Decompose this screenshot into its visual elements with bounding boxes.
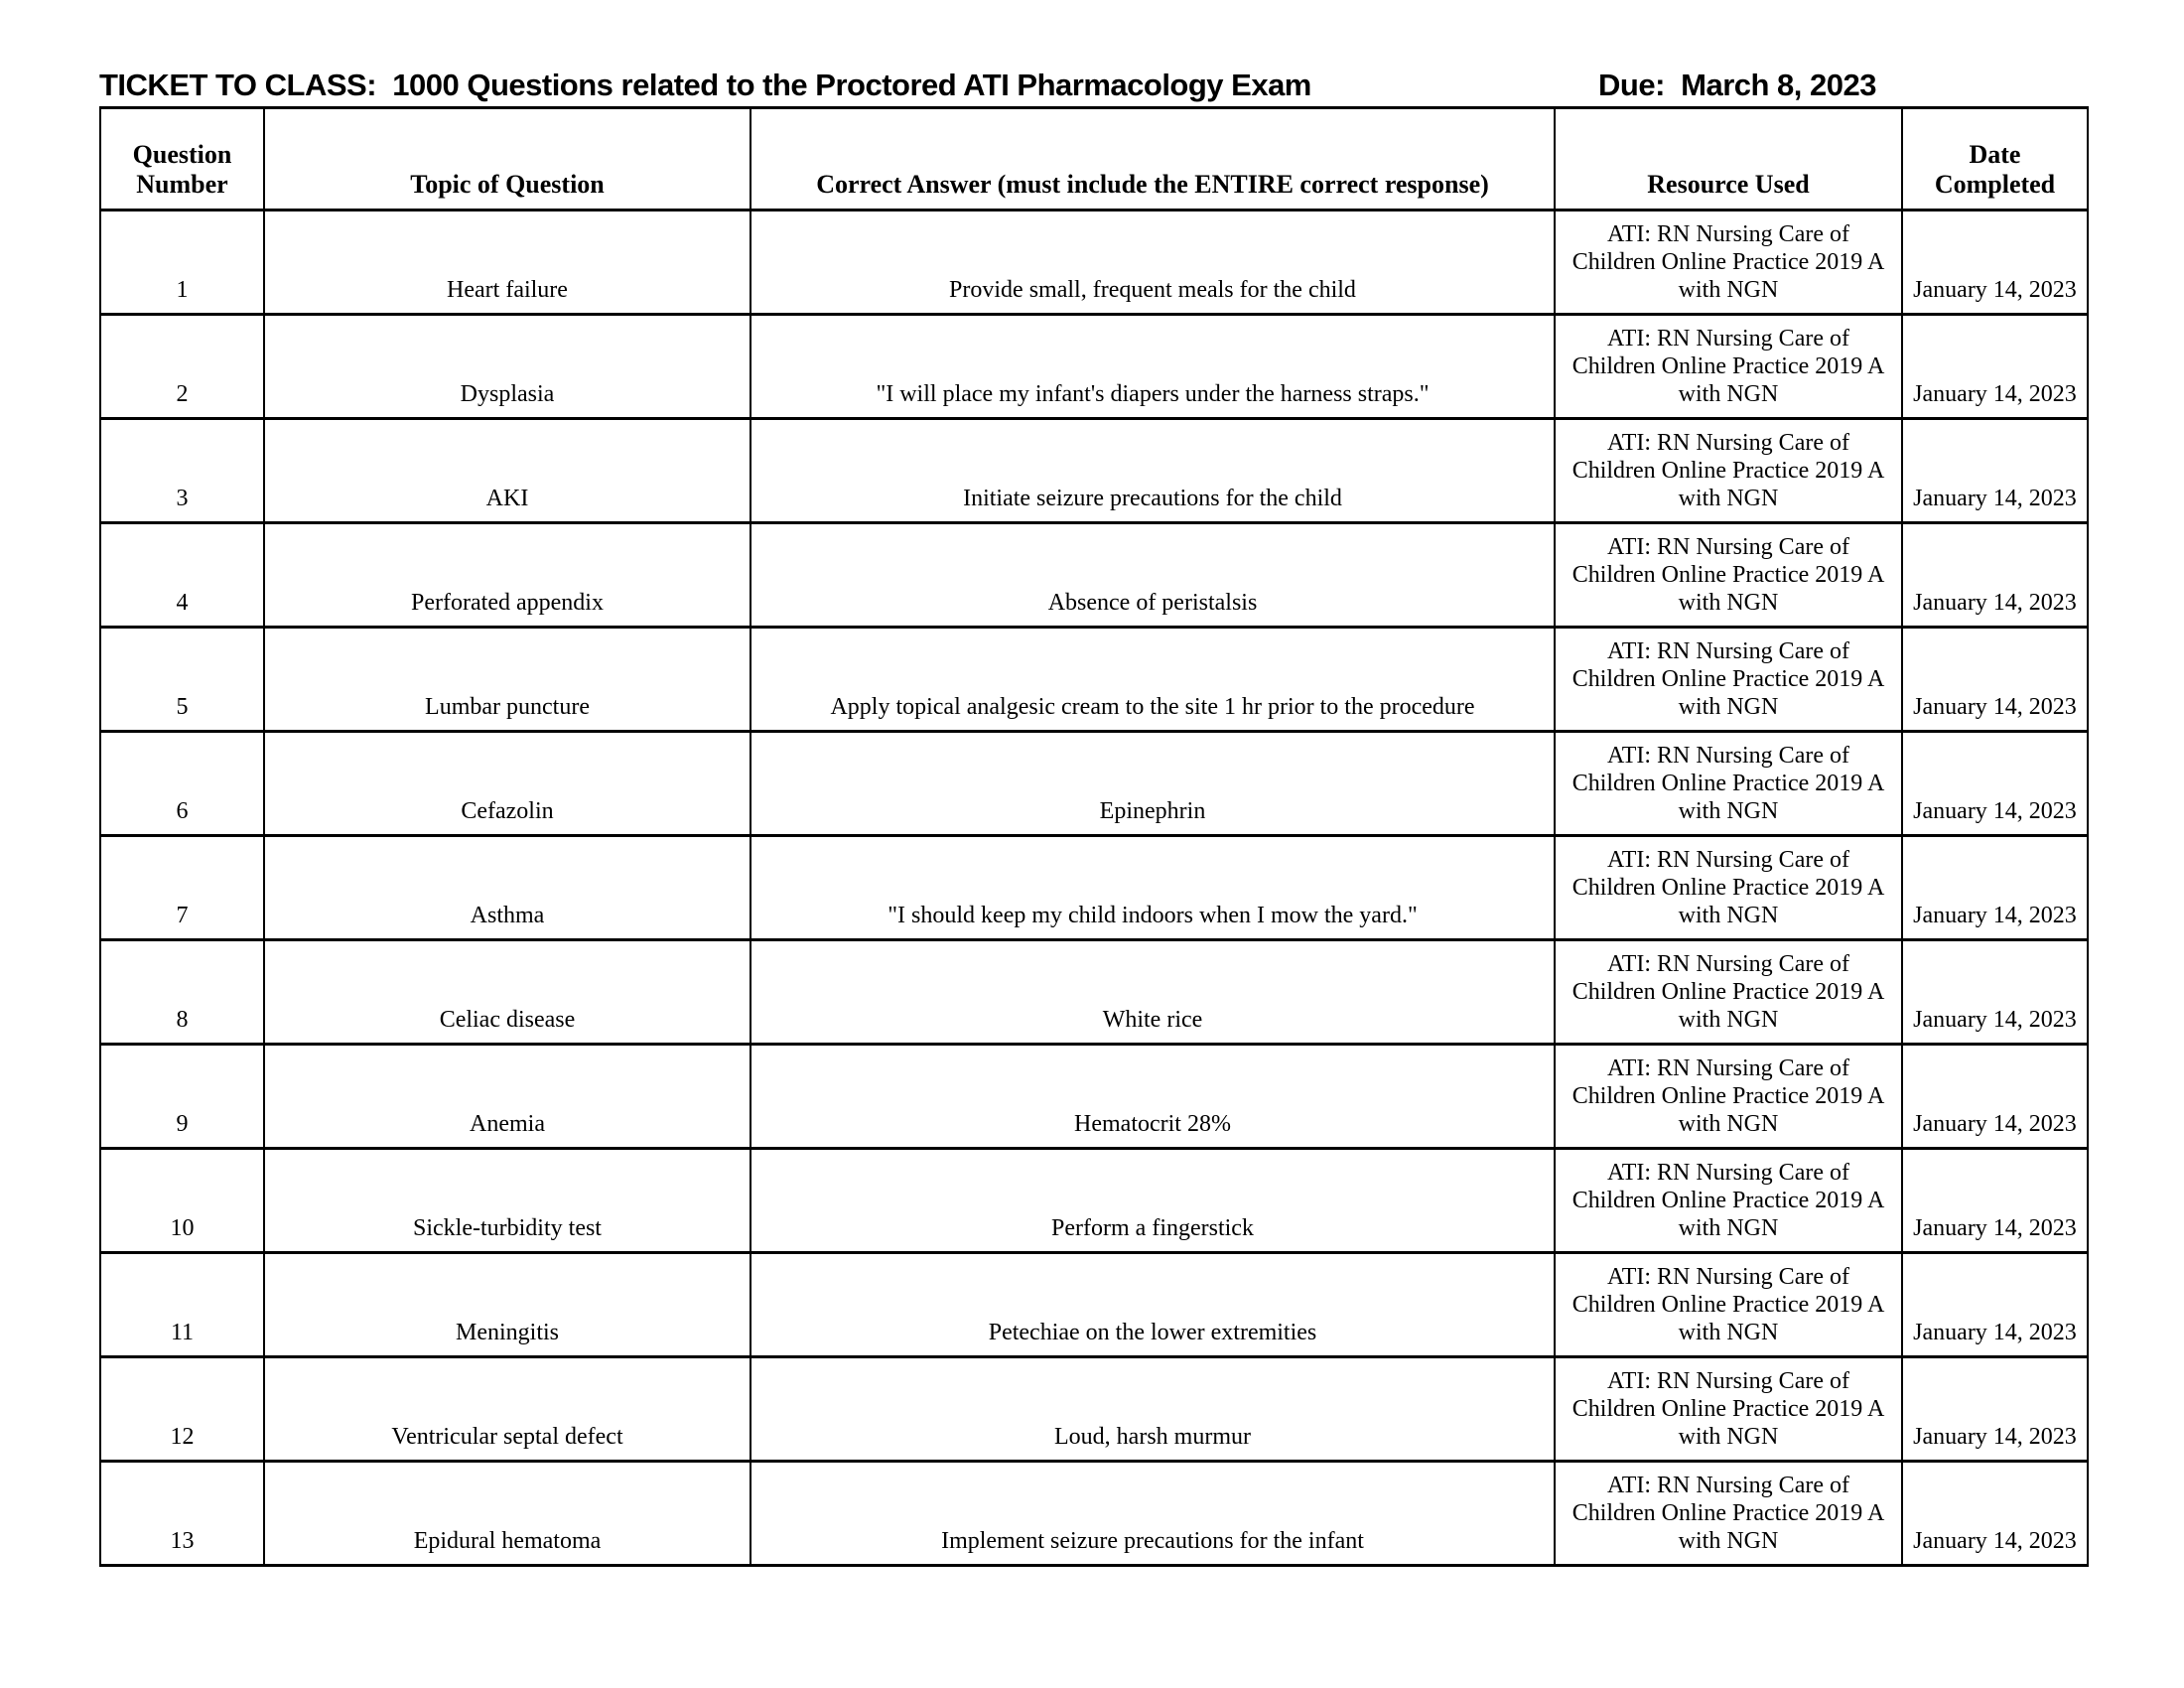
column-header-resource-used: Resource Used: [1555, 108, 1902, 211]
cell-resource-used: ATI: RN Nursing Care of Children Online Practice 2019 A with NGN: [1555, 1357, 1902, 1462]
due-date-label: Due: March 8, 2023: [1598, 68, 1876, 102]
cell-resource-used: ATI: RN Nursing Care of Children Online Practice 2019 A with NGN: [1555, 1253, 1902, 1357]
table-row: [100, 628, 2088, 732]
table-body: [100, 211, 2088, 1566]
cell-date-completed: January 14, 2023: [1902, 940, 2088, 1045]
cell-resource-used: ATI: RN Nursing Care of Children Online Practice 2019 A with NGN: [1555, 1045, 1902, 1149]
cell-question-number: 5: [100, 628, 264, 732]
cell-correct-answer: Apply topical analgesic cream to the site 1 hr prior to the procedure: [751, 628, 1555, 732]
cell-correct-answer: Petechiae on the lower extremities: [751, 1253, 1555, 1357]
cell-date-completed: January 14, 2023: [1902, 1462, 2088, 1566]
cell-date-completed: January 14, 2023: [1902, 732, 2088, 836]
cell-resource-used: ATI: RN Nursing Care of Children Online Practice 2019 A with NGN: [1555, 419, 1902, 523]
cell-resource-used: ATI: RN Nursing Care of Children Online Practice 2019 A with NGN: [1555, 836, 1902, 940]
cell-question-number: 12: [100, 1357, 264, 1462]
cell-topic: Perforated appendix: [264, 523, 751, 628]
page-title: TICKET TO CLASS: 1000 Questions related to the Proctored ATI Pharmacology Exam: [99, 68, 1311, 102]
cell-question-number: 1: [100, 211, 264, 315]
cell-resource-used: ATI: RN Nursing Care of Children Online Practice 2019 A with NGN: [1555, 940, 1902, 1045]
cell-topic: Cefazolin: [264, 732, 751, 836]
cell-correct-answer: Implement seizure precautions for the infant: [751, 1462, 1555, 1566]
table-row: [100, 1149, 2088, 1253]
cell-topic: Ventricular septal defect: [264, 1357, 751, 1462]
cell-question-number: 4: [100, 523, 264, 628]
cell-resource-used: ATI: RN Nursing Care of Children Online Practice 2019 A with NGN: [1555, 1149, 1902, 1253]
column-header-date-completed: Date Completed: [1902, 108, 2088, 211]
cell-date-completed: January 14, 2023: [1902, 628, 2088, 732]
cell-correct-answer: Initiate seizure precautions for the child: [751, 419, 1555, 523]
cell-date-completed: January 14, 2023: [1902, 1149, 2088, 1253]
cell-topic: Anemia: [264, 1045, 751, 1149]
cell-topic: Meningitis: [264, 1253, 751, 1357]
table-header-row: [100, 108, 2088, 211]
cell-resource-used: ATI: RN Nursing Care of Children Online Practice 2019 A with NGN: [1555, 523, 1902, 628]
table-row: [100, 1045, 2088, 1149]
column-header-topic: Topic of Question: [264, 108, 751, 211]
column-header-question-number: Question Number: [100, 108, 264, 211]
table-header: [100, 108, 2088, 211]
cell-date-completed: January 14, 2023: [1902, 315, 2088, 419]
cell-question-number: 6: [100, 732, 264, 836]
table-row: [100, 419, 2088, 523]
cell-date-completed: January 14, 2023: [1902, 1045, 2088, 1149]
cell-date-completed: January 14, 2023: [1902, 523, 2088, 628]
questions-table: [99, 106, 2089, 1567]
cell-topic: Dysplasia: [264, 315, 751, 419]
cell-topic: Sickle-turbidity test: [264, 1149, 751, 1253]
cell-question-number: 8: [100, 940, 264, 1045]
table-row: [100, 1357, 2088, 1462]
cell-topic: Lumbar puncture: [264, 628, 751, 732]
table-row: [100, 315, 2088, 419]
table-row: [100, 836, 2088, 940]
cell-resource-used: ATI: RN Nursing Care of Children Online Practice 2019 A with NGN: [1555, 211, 1902, 315]
cell-date-completed: January 14, 2023: [1902, 211, 2088, 315]
table-row: [100, 523, 2088, 628]
cell-correct-answer: Epinephrin: [751, 732, 1555, 836]
column-header-correct-answer: Correct Answer (must include the ENTIRE correct response): [751, 108, 1555, 211]
document-header: [0, 0, 2184, 106]
cell-topic: AKI: [264, 419, 751, 523]
cell-date-completed: January 14, 2023: [1902, 1357, 2088, 1462]
cell-question-number: 11: [100, 1253, 264, 1357]
table-row: [100, 940, 2088, 1045]
table-row: [100, 732, 2088, 836]
cell-date-completed: January 14, 2023: [1902, 419, 2088, 523]
cell-question-number: 13: [100, 1462, 264, 1566]
cell-correct-answer: "I will place my infant's diapers under the harness straps.": [751, 315, 1555, 419]
table-row: [100, 1253, 2088, 1357]
cell-topic: Heart failure: [264, 211, 751, 315]
cell-topic: Celiac disease: [264, 940, 751, 1045]
cell-correct-answer: Provide small, frequent meals for the child: [751, 211, 1555, 315]
cell-date-completed: January 14, 2023: [1902, 1253, 2088, 1357]
cell-date-completed: January 14, 2023: [1902, 836, 2088, 940]
cell-correct-answer: Absence of peristalsis: [751, 523, 1555, 628]
cell-correct-answer: "I should keep my child indoors when I mow the yard.": [751, 836, 1555, 940]
cell-question-number: 9: [100, 1045, 264, 1149]
cell-topic: Asthma: [264, 836, 751, 940]
cell-correct-answer: White rice: [751, 940, 1555, 1045]
table-row: [100, 211, 2088, 315]
cell-resource-used: ATI: RN Nursing Care of Children Online Practice 2019 A with NGN: [1555, 628, 1902, 732]
cell-correct-answer: Perform a fingerstick: [751, 1149, 1555, 1253]
cell-question-number: 10: [100, 1149, 264, 1253]
cell-question-number: 7: [100, 836, 264, 940]
cell-topic: Epidural hematoma: [264, 1462, 751, 1566]
cell-question-number: 3: [100, 419, 264, 523]
table-row: [100, 1462, 2088, 1566]
cell-resource-used: ATI: RN Nursing Care of Children Online Practice 2019 A with NGN: [1555, 732, 1902, 836]
cell-resource-used: ATI: RN Nursing Care of Children Online Practice 2019 A with NGN: [1555, 315, 1902, 419]
cell-correct-answer: Loud, harsh murmur: [751, 1357, 1555, 1462]
cell-question-number: 2: [100, 315, 264, 419]
cell-resource-used: ATI: RN Nursing Care of Children Online Practice 2019 A with NGN: [1555, 1462, 1902, 1566]
cell-correct-answer: Hematocrit 28%: [751, 1045, 1555, 1149]
